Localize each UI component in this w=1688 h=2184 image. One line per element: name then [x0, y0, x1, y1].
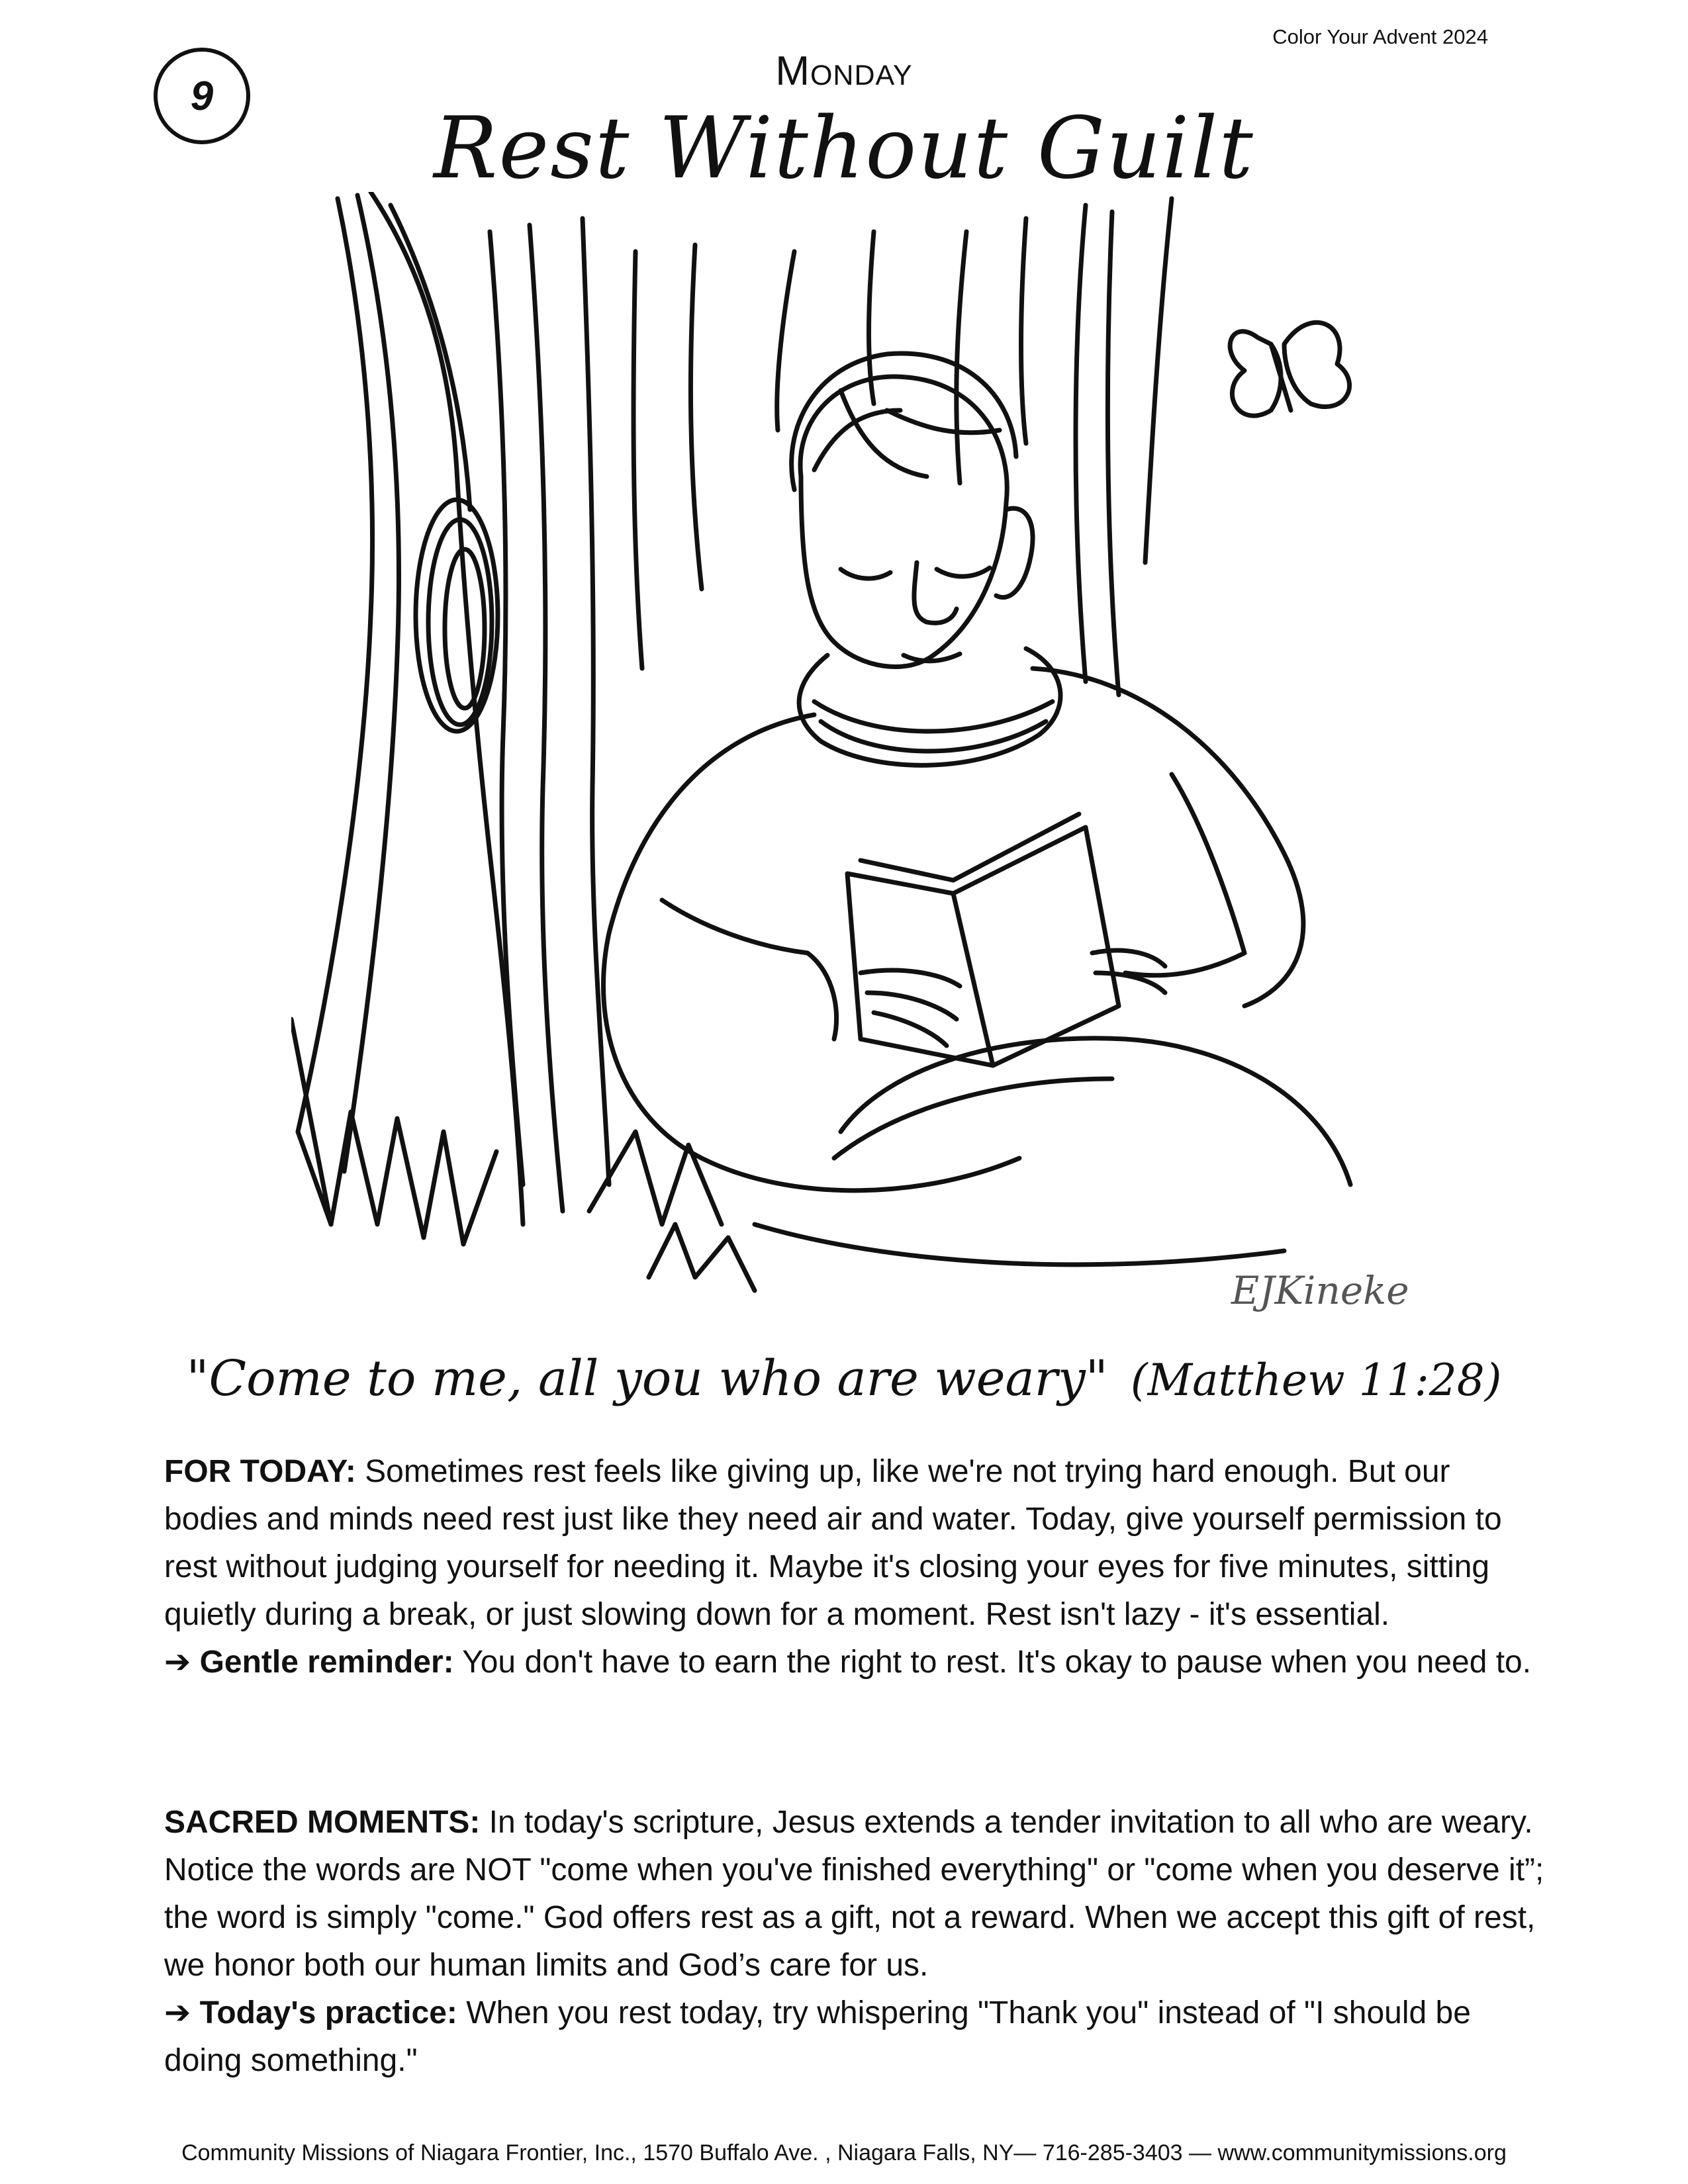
- sacred-moments-paragraph: [164, 1799, 1548, 1989]
- arrow-icon: ➔: [164, 1995, 191, 2030]
- day-number: 9: [190, 73, 214, 119]
- scripture-reference: (Matthew 11:28): [1130, 1355, 1502, 1406]
- for-today-section: [164, 1448, 1548, 1686]
- footer-contact: Community Missions of Niagara Frontier, Inc., 1570 Buffalo Ave. , Niagara Falls, NY— 716-285-3403 — www.communitymissions.org: [181, 2140, 1507, 2165]
- child-hair: [792, 353, 1016, 490]
- for-today-paragraph: [164, 1448, 1548, 1639]
- closed-eye-right: [937, 568, 990, 576]
- gentle-reminder-text: You don't have to earn the right to rest. It's okay to pause when you need to.: [462, 1645, 1532, 1680]
- arm-right: [1125, 774, 1244, 976]
- scripture-quote: "Come to me, all you who are weary": [186, 1350, 1108, 1407]
- grass: [291, 1019, 496, 1244]
- arm-left: [662, 900, 837, 1039]
- gentle-reminder-label: Gentle reminder:: [199, 1645, 454, 1680]
- hand-left: [861, 970, 960, 1046]
- sacred-moments-text: In today's scripture, Jesus extends a tender invitation to all who are weary. Notice the words are NOT "come when you've finished everything" or "come when you deserve it”; the word is simply "come." God offers rest as a gift, not a reward. When we accept this gift of rest, we honor both our human limits and God’s care for us.: [164, 1805, 1544, 1983]
- todays-practice: [164, 1989, 1548, 2085]
- child-nose: [914, 563, 957, 623]
- todays-practice-label: Today's practice:: [199, 1995, 457, 2030]
- gentle-reminder: [164, 1639, 1548, 1686]
- arrow-icon: ➔: [164, 1645, 191, 1680]
- for-today-label: FOR TODAY:: [164, 1454, 356, 1489]
- scarf: [799, 649, 1060, 765]
- sacred-moments-label: SACRED MOMENTS:: [164, 1805, 481, 1840]
- for-today-text: Sometimes rest feels like giving up, like we're not trying hard enough. But our bodies and minds need rest just like they need air and water. Today, give yourself permission to rest without judging yourself for needing it. Maybe it's closing your eyes for five minutes, sitting quietly during a break, or just slowing down for a moment. Rest isn't lazy - it's essential.: [164, 1454, 1502, 1632]
- artist-signature: EJKineke: [1231, 1268, 1409, 1313]
- coloring-illustration: [291, 192, 1417, 1330]
- page-title: Rest Without Guilt: [434, 99, 1254, 198]
- child-body: [603, 715, 1019, 1191]
- scripture-verse: [0, 1350, 1688, 1407]
- child-ear: [996, 508, 1033, 597]
- weekday-heading: Monday: [775, 48, 913, 94]
- series-label: Color Your Advent 2024: [1272, 25, 1488, 48]
- sacred-moments-section: [164, 1799, 1548, 2085]
- tree-trunk-outline: [298, 199, 373, 1224]
- todays-practice-text: When you rest today, try whispering "Thank you" instead of "I should be doing something.": [164, 1995, 1471, 2078]
- closed-eye-left: [841, 569, 890, 578]
